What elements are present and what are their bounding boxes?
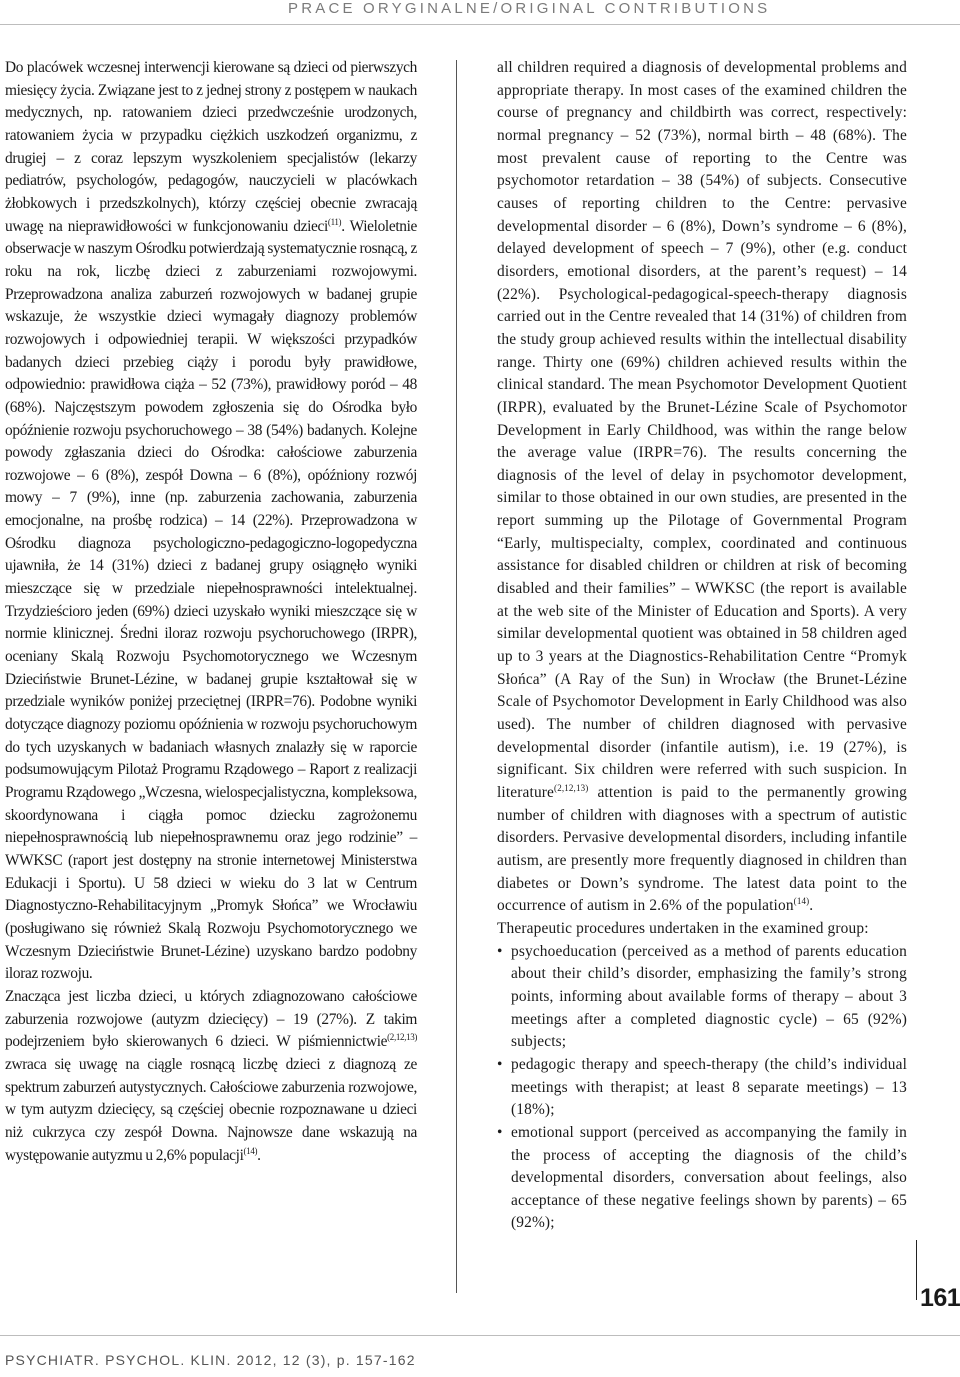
journal-citation: PSYCHIATR. PSYCHOL. KLIN. 2012, 12 (3), p. 157-162 bbox=[5, 1352, 416, 1368]
column-divider bbox=[456, 60, 457, 1293]
left-p2-text-b: zwraca się uwagę na ciągle rosnącą liczbę dzieci z diagnozą ze spektrum zaburzeń autystycznych. Całościowe zaburzenia rozwojowe, w tym autyzm dziecięcy, są częściej obecnie rozpoznawane u dzieci niż cukrzyca czy zespół Downa. Najnowsze dane wskazują na występowanie autyzmu u 2,6% populacji bbox=[5, 1055, 417, 1164]
bullet-icon: • bbox=[497, 1055, 503, 1073]
list-item bbox=[497, 1054, 907, 1122]
left-p1-text-b: . Wieloletnie obserwacje w naszym Ośrodku potwierdzają systematycznie rosnącą, z roku na rok, liczbę dzieci z zaburzeniami rozwojowymi. Przeprowadzona analiza zaburzeń rozwojowych w badanej grupie wskazuje, że wszystkie dzieci wymagały diagnozy problemów rozwojowych i odpowiedniej terapii. W większości przypadków badanych dzieci przebieg ciąży i porodu były prawidłowe, odpowiednio: prawidłowa ciąża – 52 (73%), prawidłowy poród – 48 (68%). Najczęstszym powodem zgłoszenia się do Ośrodka było opóźnienie rozwoju psychoruchowego – 38 (54%) badanych. Kolejne powody zgłaszania dzieci do Ośrodka: całościowe zaburzenia rozwojowe – 6 (8%), zespół Downa – 6 (8%), opóźniony rozwój mowy – 7 (9%), inne (np. zaburzenia zachowania, zaburzenia emocjonalne, na prośbę rodzica) – 14 (22%). Przeprowadzona w Ośrodku diagnoza psychologiczno-pedagogiczno-logopedyczna ujawniła, że 14 (31%) dzieci z badanej grupy osiągnęło wyniki mieszczące się w przedziale niepełnosprawności intelektualnej. Trzydzieścioro jeden (69%) dzieci uzyskało wyniki mieszczące się w normie klinicznej. Średni iloraz rozwoju psychoruchowego (IRPR), oceniany Skalą Rozwoju Psychomotorycznego we Wczesnym Dzieciństwie Brunet-Lézine, w badanej grupie kształtował się w przedziale wyników poniżej przeciętnej (IRPR=76). Podobne wyniki dotyczące diagnozy poziomu opóźnienia w rozwoju psychoruchowym do tych uzyskanych w badaniach własnych znalazły się w raporcie podsumowującym Pilotaż Programu Rządowego – Raport z realizacji Programu Rządowego „Wczesna, wielospecjalistyczna, kompleksowa, skoordynowana i ciągła pomoc dziecku zagrożonemu niepełnosprawnością lub niepełnosprawnemu oraz jego rodzinie” – WWKSC (raport jest dostępny na stronie internetowej Ministerstwa Edukacji i Sportu). U 58 dzieci w wieku do 3 lat w Centrum Diagnostyczno-Rehabilitacyjnym „Promyk Słońca” we Wrocławiu (posługiwano się również Skalą Rozwoju Psychomotorycznego we Wczesnym Dzieciństwie Brunet-Lézine) uzyskano bardzo podobny iloraz rozwoju. bbox=[5, 217, 417, 983]
right-p1-text-c: . bbox=[809, 897, 814, 915]
running-head-text: PRACE ORYGINALNE/ORIGINAL CONTRIBUTIONS bbox=[288, 0, 771, 17]
right-column-english bbox=[497, 57, 907, 1235]
page-number: 161 bbox=[920, 1284, 960, 1312]
right-p1-reference-b: (14) bbox=[793, 896, 810, 907]
left-p2-reference-b: (14) bbox=[243, 1145, 258, 1156]
list-item-text: pedagogic therapy and speech-therapy (the child’s individual meetings with therapist; at least 8 separate meetings) – 13 (18%); bbox=[511, 1055, 907, 1119]
bullet-icon: • bbox=[497, 942, 503, 960]
left-p1-text-a: Do placówek wczesnej interwencji kierowane są dzieci od pierwszych miesięcy życia. Związane jest to z jednej strony z postępem w naukach medycznych, np. ratowaniem dzieci przedwcześnie urodzonych, ratowaniem życia w przypadku ciężkich uszkodzeń organizmu, z drugiej – z coraz lepszym wyszkoleniem specjalistów (lekarzy pediatrów, psychologów, pedagogów, nauczycieli w placówkach żłobkowych i przedszkolnych), którzy częściej obecnie zwracają uwagę na nieprawidłowości w funkcjonowaniu dzieci bbox=[5, 59, 417, 235]
left-p2-text-a: Znacząca jest liczba dzieci, u których zdiagnozowano całościowe zaburzenia rozwojowe (autyzm dziecięcy) – 19 (27%). Z takim podejrzeniem było skierowanych 6 dzieci. W piśmiennictwie bbox=[5, 987, 417, 1051]
left-paragraph-1 bbox=[5, 57, 417, 986]
left-column-polish bbox=[5, 57, 417, 1167]
left-paragraph-2 bbox=[5, 986, 417, 1167]
left-p1-reference: (11) bbox=[327, 216, 342, 227]
list-item bbox=[497, 941, 907, 1054]
list-item-text: emotional support (perceived as accompanying the family in the process of accepting the diagnosis of the child’s developmental disorders, conversation about feelings, also acceptance of these negative feelings shown by parents) – 65 (92%); bbox=[511, 1123, 907, 1232]
right-paragraph-2: Therapeutic procedures undertaken in the examined group: bbox=[497, 919, 869, 937]
right-paragraph-1 bbox=[497, 57, 907, 918]
page-number-block bbox=[916, 1240, 960, 1320]
running-head bbox=[0, 0, 771, 24]
right-p1-text-b: attention is paid to the permanently growing number of children with diagnoses with a spectrum of autistic disorders. Pervasive developmental disorders, including infantile autism, are presently more frequently diagnosed in children than diabetes or Down’s syndrome. The latest data point to the occurrence of autism in 2.6% of the population bbox=[497, 784, 907, 915]
header-rule bbox=[0, 24, 960, 25]
right-p1-text-a: all children required a diagnosis of developmental problems and appropriate therapy. In most cases of the examined children the course of pregnancy and childbirth was correct, respectively: normal pregnancy – 52 (73%), normal birth – 48 (68%). The most prevalent cause of reporting to the Centre was psychomotor retardation – 38 (54%) of subjects. Consecutive causes of reporting children to the Centre: pervasive developmental disorder – 6 (8%), Down’s syndrome – 6 (8%), delayed development of speech – 7 (9%), other (e.g. conduct disorders, emotional disorders, at the parent’s request) – 14 (22%). Psychological-pedagogical-speech-therapy diagnosis carried out in the Centre revealed that 14 (31%) of children from the study group achieved results within the intellectual disability range. Thirty one (69%) children achieved results within the clinical standard. The mean Psychomotor Development Quotient (IRPR), evaluated by the Brunet-Lézine Scale of Psychomotor Development in Early Childhood, was within the range below the average value (IRPR=76). The results concerning the diagnosis of the level of delay in psychomotor development, similar to those obtained in our own studies, are presented in the report summing up the Pilotage of Governmental Program “Early, multispecialty, complex, coordinated and continuous assistance for disabled children or children at risk of becoming disabled and their families” – WWKSC (the report is available at the web site of the Minister of Education and Sports). A very similar developmental quotient was obtained in 58 children aged up to 3 years at the Diagnostics-Rehabilitation Centre “Promyk Słońca” (A Ray of the Sun) in Wrocław (the Brunet-Lézine Scale of Psychomotor Development in Early Childhood was also used). The number of children diagnosed with pervasive developmental disorder (infantile autism), i.e. 19 (27%), is significant. Six children were referred with such suspicion. In literature bbox=[497, 59, 907, 801]
bullet-icon: • bbox=[497, 1123, 503, 1141]
right-p1-reference-a: (2,12,13) bbox=[554, 783, 589, 793]
left-p2-text-c: . bbox=[257, 1146, 261, 1164]
page-number-rule bbox=[916, 1240, 917, 1300]
footer-rule bbox=[0, 1335, 960, 1336]
list-item bbox=[497, 1122, 907, 1235]
list-item-text: psychoeducation (perceived as a method of parents education about their child’s disorder, emphasizing the family’s strong points, informing about available forms of therapy – about 3 meetings after a completed diagnostic cycle) – 65 (92%) subjects; bbox=[511, 942, 907, 1051]
therapy-list bbox=[497, 941, 907, 1236]
left-p2-reference-a: (2,12,13) bbox=[387, 1032, 417, 1043]
